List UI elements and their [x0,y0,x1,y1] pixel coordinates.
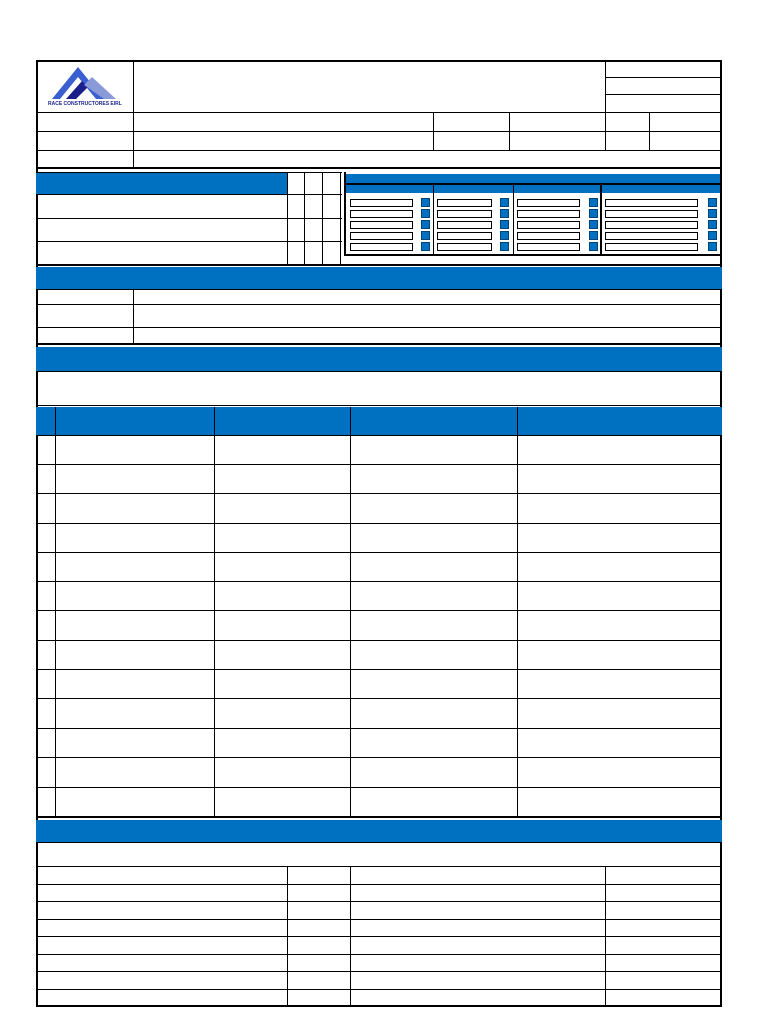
checkbox-input[interactable] [350,232,413,240]
checkbox-input[interactable] [437,199,492,207]
checkbox-input[interactable] [517,232,580,240]
table-row [36,757,722,758]
checkbox-marker-icon[interactable] [500,231,509,240]
table-row [36,610,722,611]
checkbox-input[interactable] [437,232,492,240]
section-header-1 [36,172,287,194]
checkbox-input[interactable] [605,210,698,218]
checkbox-input[interactable] [517,199,580,207]
table-row [36,493,722,494]
checkbox-marker-icon[interactable] [708,198,717,207]
bottom-row [36,989,722,990]
checkbox-input[interactable] [517,210,580,218]
checkbox-marker-icon[interactable] [500,242,509,251]
checkbox-input[interactable] [437,210,492,218]
checkbox-marker-icon[interactable] [500,198,509,207]
section-header-2 [36,267,722,289]
checkbox-input[interactable] [517,243,580,251]
checkbox-marker-icon[interactable] [589,198,598,207]
bottom-row [36,901,722,902]
checkbox-input[interactable] [350,221,413,229]
checkbox-input[interactable] [605,232,698,240]
table-row [36,464,722,465]
table-row [36,581,722,582]
checkbox-marker-icon[interactable] [708,209,717,218]
bottom-row [36,884,722,885]
checkbox-input[interactable] [437,221,492,229]
checkbox-marker-icon[interactable] [500,209,509,218]
checkbox-input[interactable] [605,243,698,251]
bottom-row [36,919,722,920]
checkbox-marker-icon[interactable] [421,231,430,240]
checkbox-marker-icon[interactable] [589,231,598,240]
company-logo [40,63,132,111]
checkbox-marker-icon[interactable] [708,231,717,240]
checkbox-marker-icon[interactable] [708,242,717,251]
table-row [36,698,722,699]
checkbox-marker-icon[interactable] [589,242,598,251]
checkbox-marker-icon[interactable] [589,209,598,218]
table-row [36,552,722,553]
table-row [36,435,722,436]
checkbox-marker-icon[interactable] [421,242,430,251]
checkbox-input[interactable] [350,243,413,251]
checkbox-marker-icon[interactable] [421,198,430,207]
checkbox-input[interactable] [437,243,492,251]
checkbox-marker-icon[interactable] [708,220,717,229]
table-row [36,728,722,729]
checkbox-input[interactable] [517,221,580,229]
checkbox-input[interactable] [350,210,413,218]
checkbox-marker-icon[interactable] [421,209,430,218]
checkbox-marker-icon[interactable] [589,220,598,229]
bottom-row [36,954,722,955]
table-row [36,669,722,670]
checkbox-marker-icon[interactable] [421,220,430,229]
checkbox-input[interactable] [605,199,698,207]
bottom-row [36,971,722,972]
checkbox-input[interactable] [350,199,413,207]
checkbox-marker-icon[interactable] [500,220,509,229]
company-name: RACE CONSTRUCTORES EIRL [48,101,122,107]
table-row [36,640,722,641]
bottom-row [36,936,722,937]
section-header-4 [36,820,722,842]
table-row [36,523,722,524]
checkbox-input[interactable] [605,221,698,229]
section-header-3 [36,347,722,371]
table-header [36,407,722,435]
table-row [36,787,722,788]
